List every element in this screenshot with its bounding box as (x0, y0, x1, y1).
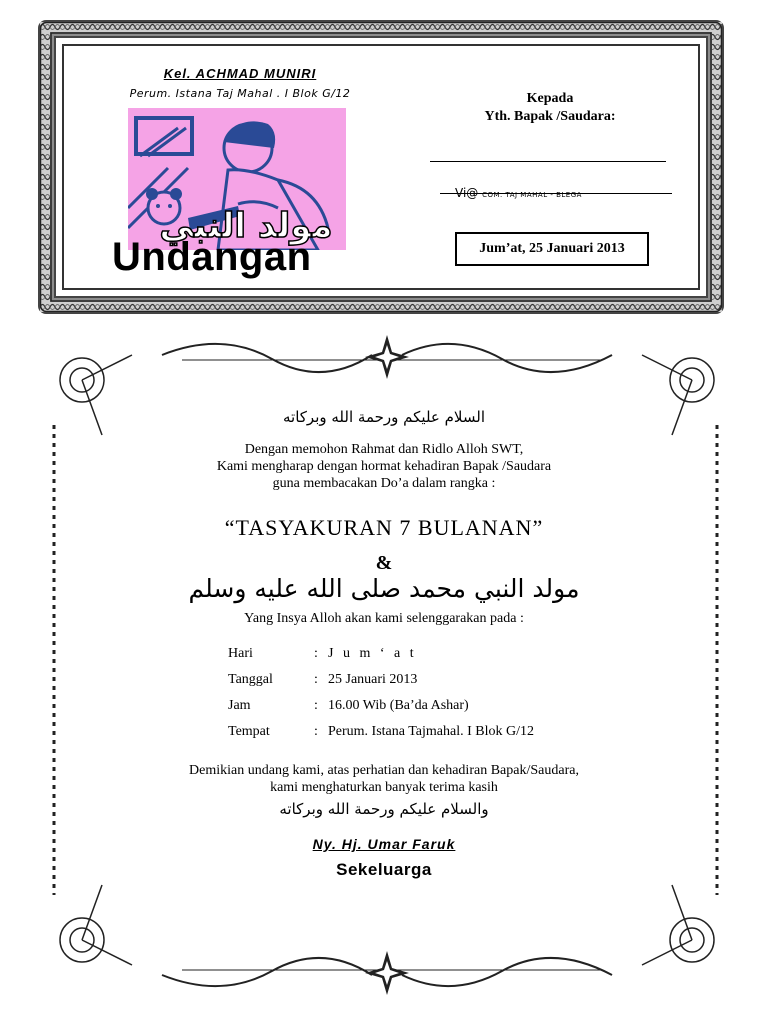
invitation-heading: Undangan (112, 235, 312, 279)
signature-name-block (0, 836, 768, 852)
detail-separator: : (314, 698, 318, 713)
detail-separator: : (314, 672, 318, 687)
detail-value: J u m ‘ a t (328, 646, 417, 661)
closing-paragraph (0, 762, 768, 796)
intro-line: Dengan memohon Rahmat dan Ridlo Alloh SWT, (244, 442, 524, 457)
recipient-address-line (440, 193, 672, 194)
detail-separator: : (314, 646, 318, 661)
recipient-heading (430, 90, 670, 126)
arabic-title: مولد النبي (159, 206, 333, 246)
intro-paragraph (0, 441, 768, 492)
detail-separator: : (314, 724, 318, 739)
detail-value: 25 Januari 2013 (328, 672, 418, 687)
closing-line: Demikian undang kami, atas perhatian dan kehadiran Bapak/Saudara, (189, 763, 579, 778)
recipient-salutation: Yth. Bapak /Saudara: (484, 109, 616, 124)
event-date-box: Jum’at, 25 Januari 2013 (455, 232, 649, 266)
intro-line: guna membacakan Do’a dalam rangka : (272, 476, 496, 491)
closing-line: kami menghaturkan banyak terima kasih (270, 780, 498, 795)
via-prefix: Vi@ (455, 186, 479, 200)
kepada-label: Kepada (526, 91, 574, 106)
via-text: COM. TAJ MAHAL - BLEGA (482, 191, 582, 199)
maulid-arabic: مولد النبي محمد صلى الله عليه وسلم (188, 574, 580, 603)
sender-name: Kel. ACHMAD MUNIRI (163, 66, 317, 81)
signature-family: Sekeluarga (336, 860, 432, 879)
intro-line: Kami mengharap dengan hormat kehadiran Bapak /Saudara (216, 459, 552, 474)
ampersand: & (375, 552, 393, 574)
sender-address: Perum. Istana Taj Mahal . I Blok G/12 (129, 87, 351, 100)
detail-value: Perum. Istana Tajmahal. I Blok G/12 (328, 724, 535, 739)
detail-label: Hari (228, 646, 253, 661)
sender-block (110, 66, 370, 100)
detail-label: Tempat (228, 724, 270, 739)
schedule-intro: Yang Insya Alloh akan kami selenggarakan pada : (244, 611, 524, 626)
detail-value: 16.00 Wib (Ba’da Ashar) (328, 698, 469, 713)
closing-salam: والسلام عليكم ورحمة الله وبركاته (279, 800, 489, 818)
recipient-name-line (430, 161, 666, 162)
detail-label: Tanggal (228, 672, 273, 687)
signature-name: Ny. Hj. Umar Faruk (312, 836, 456, 852)
event-title: “TASYAKURAN 7 BULANAN” (224, 515, 544, 540)
detail-label: Jam (228, 698, 251, 713)
opening-salam: السلام عليكم ورحمة الله وبركاته (283, 408, 485, 426)
